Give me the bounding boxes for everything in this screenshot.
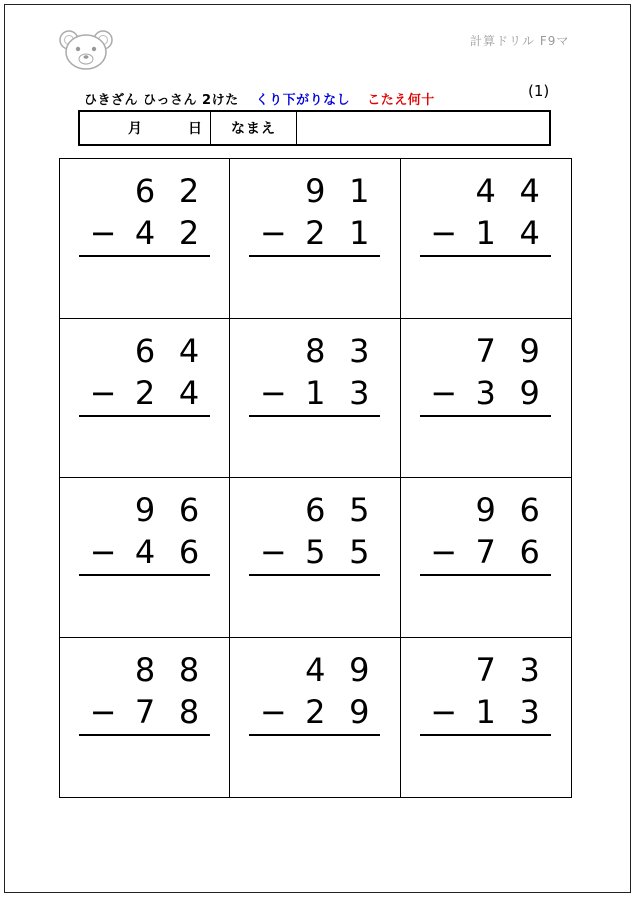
subtrahend-tens-digit: 2 [134,373,156,412]
subtrahend-tens-digit: 5 [305,533,326,571]
problem-cell[interactable] [401,638,571,798]
subtrahend-ones-digit: 3 [519,692,540,731]
minuend-tens-digit: 7 [475,650,496,689]
name-field[interactable] [297,112,549,144]
minuend-ones-digit: 3 [519,650,540,689]
title-part-no-borrow: くり下がりなし [255,93,351,108]
bear-face-icon [58,28,114,72]
problem-cell[interactable] [401,319,571,479]
minus-sign: − [430,214,458,252]
minuend-tens-digit: 9 [134,491,156,529]
subtrahend-ones-digit: 3 [349,373,370,412]
subtrahend-tens-digit: 2 [305,692,326,731]
subtrahend-ones-digit: 2 [178,214,200,252]
subtrahend-tens-digit: 1 [475,692,496,731]
minus-sign: − [430,692,458,731]
title-part-subtraction: ひきざん ひっさん 2けた [84,93,239,108]
name-date-box [78,110,551,146]
problem-cell[interactable] [401,159,571,319]
minuend-tens-digit: 9 [305,172,326,210]
problem-cell[interactable] [401,478,571,638]
problem-cell[interactable] [60,159,230,319]
minuend-ones-digit: 4 [519,172,540,210]
problem-cell[interactable] [60,638,230,798]
minuend-ones-digit: 9 [519,331,540,370]
problem-cell[interactable] [230,638,400,798]
minus-sign: − [89,214,117,252]
minuend-ones-digit: 6 [178,491,200,529]
answer-line [420,415,551,417]
minus-sign: − [89,692,117,731]
problem-cell[interactable] [60,478,230,638]
problem-cell[interactable] [230,478,400,638]
subtrahend-tens-digit: 1 [475,214,496,252]
answer-line [420,574,551,576]
problem-cell[interactable] [230,159,400,319]
minuend-tens-digit: 8 [134,650,156,689]
brand-label: 計算ドリル F9マ [470,34,570,48]
subtrahend-ones-digit: 6 [519,533,540,571]
day-label: 日 [188,121,202,137]
subtrahend-ones-digit: 9 [519,373,540,412]
minuend-tens-digit: 7 [475,331,496,370]
minuend-ones-digit: 2 [178,172,200,210]
minuend-tens-digit: 9 [475,491,496,529]
minus-sign: − [430,533,458,571]
minus-sign: − [259,533,287,571]
minuend-ones-digit: 9 [349,650,370,689]
minus-sign: − [259,373,287,412]
minus-sign: − [89,533,117,571]
subtrahend-tens-digit: 4 [134,533,156,571]
minuend-ones-digit: 8 [178,650,200,689]
month-label: 月 [128,121,142,137]
answer-line [79,255,210,257]
answer-line [420,255,551,257]
subtrahend-tens-digit: 7 [134,692,156,731]
minuend-tens-digit: 4 [305,650,326,689]
subtrahend-tens-digit: 2 [305,214,326,252]
subtrahend-ones-digit: 6 [178,533,200,571]
problem-grid [59,158,572,798]
minus-sign: − [259,692,287,731]
minuend-ones-digit: 6 [519,491,540,529]
subtrahend-ones-digit: 9 [349,692,370,731]
minuend-tens-digit: 8 [305,331,326,370]
answer-line [249,255,380,257]
title-part-answer-tens: こたえ何十 [367,93,435,108]
name-label: なまえ [211,112,297,144]
answer-line [79,734,210,736]
subtrahend-tens-digit: 7 [475,533,496,571]
problem-cell[interactable] [60,319,230,479]
answer-line [79,415,210,417]
date-field[interactable] [80,112,211,144]
subtrahend-ones-digit: 8 [178,692,200,731]
worksheet-title [84,89,435,108]
minus-sign: − [259,214,287,252]
subtrahend-ones-digit: 4 [519,214,540,252]
answer-line [79,574,210,576]
minuend-ones-digit: 5 [349,491,370,529]
subtrahend-tens-digit: 3 [475,373,496,412]
minuend-tens-digit: 6 [134,331,156,370]
minuend-tens-digit: 6 [134,172,156,210]
minuend-tens-digit: 6 [305,491,326,529]
answer-line [420,734,551,736]
answer-line [249,574,380,576]
problem-cell[interactable] [230,319,400,479]
minus-sign: − [89,373,117,412]
answer-line [249,734,380,736]
minuend-ones-digit: 4 [178,331,200,370]
subtrahend-ones-digit: 4 [178,373,200,412]
minus-sign: − [430,373,458,412]
answer-line [249,415,380,417]
minuend-tens-digit: 4 [475,172,496,210]
subtrahend-ones-digit: 1 [349,214,370,252]
subtrahend-ones-digit: 5 [349,533,370,571]
minuend-ones-digit: 1 [349,172,370,210]
sheet-number: (1) [528,82,550,100]
subtrahend-tens-digit: 4 [134,214,156,252]
minuend-ones-digit: 3 [349,331,370,370]
subtrahend-tens-digit: 1 [305,373,326,412]
